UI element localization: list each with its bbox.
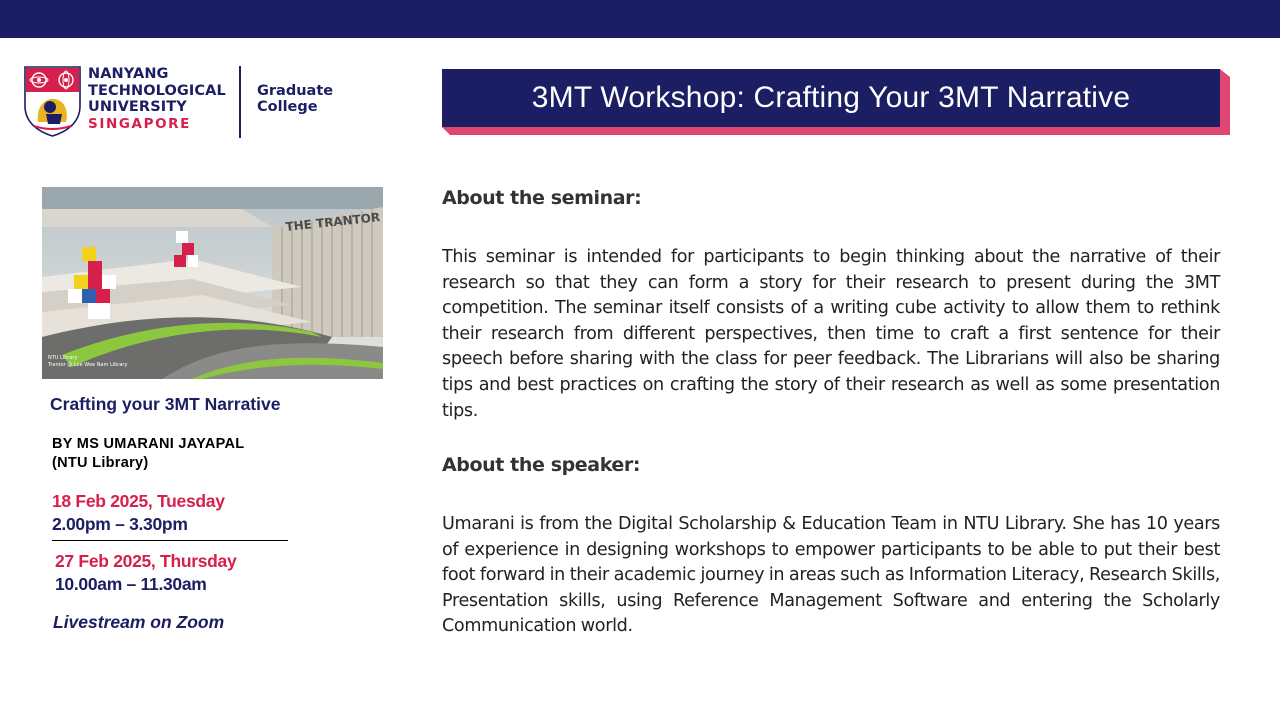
session2-date: 27 Feb 2025, Thursday bbox=[55, 551, 237, 571]
banner-shadow bbox=[442, 127, 1230, 135]
top-band bbox=[0, 0, 1280, 38]
about-speaker-heading: About the speaker: bbox=[442, 454, 641, 476]
university-country: SINGAPORE bbox=[88, 115, 191, 132]
about-seminar-heading: About the seminar: bbox=[442, 187, 642, 209]
speaker-affiliation: (NTU Library) bbox=[52, 455, 149, 471]
session1-date: 18 Feb 2025, Tuesday bbox=[52, 491, 225, 511]
ntu-logo bbox=[24, 66, 394, 138]
ntu-crest-icon bbox=[24, 66, 81, 137]
college-name: Graduate College bbox=[257, 83, 334, 115]
trantor-sign: THE TRANTOR bbox=[284, 210, 381, 234]
session1-time: 2.00pm – 3.30pm bbox=[52, 514, 188, 534]
photo-caption-2: Trantor @ Lee Wee Nam Library bbox=[48, 362, 128, 368]
about-speaker-body: Umarani is from the Digital Scholarship & Education Team in NTU Library. She has 10 years of experience in designing workshops to empower participants to be able to put their best foot forward in their academic journey in areas such as Information Literacy, Research Skills, Presentation skills, using Reference Management Software and entering the Scholarly Communication world. bbox=[442, 514, 1220, 637]
logo-divider bbox=[239, 66, 241, 138]
speaker-credit bbox=[52, 435, 244, 473]
banner-side bbox=[1220, 69, 1230, 135]
photo-caption-1: NTU Library bbox=[48, 355, 78, 361]
session2-time: 10.00am – 11.30am bbox=[55, 574, 207, 594]
about-seminar-body: This seminar is intended for participants to begin thinking about the narrative of their research so that they can form a story for their research to present during the 3MT competition. The seminar itself consists of a writing cube activity to allow them to rethink their research from different perspectives, then time to craft a first sentence for their speech before sharing with the class for peer feedback. The Librarians will also be sharing tips and best practices on crafting the story of their research as well as some presentation tips. bbox=[442, 247, 1220, 421]
speaker-name: BY MS UMARANI JAYAPAL bbox=[52, 436, 245, 452]
session-divider bbox=[52, 540, 288, 541]
page-title: 3MT Workshop: Crafting Your 3MT Narrative bbox=[442, 69, 1220, 127]
university-name: NANYANG TECHNOLOGICAL UNIVERSITY SINGAPORE bbox=[88, 66, 226, 132]
workshop-title: Crafting your 3MT Narrative bbox=[50, 394, 281, 414]
location: Livestream on Zoom bbox=[53, 612, 225, 632]
library-photo bbox=[42, 187, 383, 379]
